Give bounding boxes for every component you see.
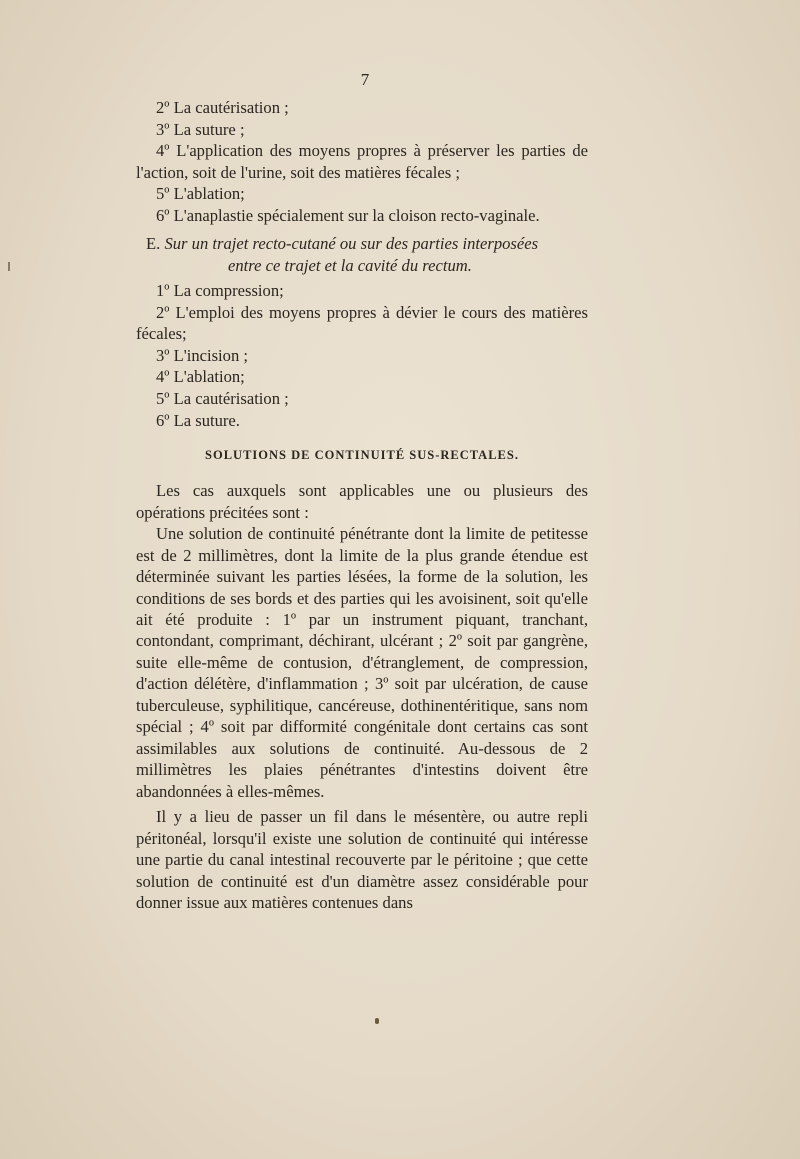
page-number: 7 bbox=[360, 70, 370, 89]
section-heading: SOLUTIONS DE CONTINUITÉ SUS-RECTALES. bbox=[205, 448, 519, 462]
list-item: 4º L'application des moyens propres à préserver les parties de l'action, soit de l'urine, soit des matières fécales ; bbox=[136, 141, 588, 182]
list-item: 5º L'ablation; bbox=[156, 184, 245, 204]
list-item: 1º La compression; bbox=[156, 281, 284, 300]
list-item: 3º La suture ; bbox=[156, 119, 245, 139]
body-text bbox=[136, 480, 588, 914]
list-item: 6º La suture. bbox=[156, 410, 240, 430]
section-e-title-line2: entre ce trajet et la cavité du rectum. bbox=[228, 255, 472, 275]
list-e bbox=[136, 280, 588, 431]
list-item: 5º La cautérisation ; bbox=[156, 388, 289, 408]
list-item: 4º L'ablation; bbox=[156, 367, 245, 387]
list-item: 3º L'incision ; bbox=[156, 345, 249, 365]
section-e-title-line1: Sur un trajet recto-cutané ou sur des parties interposées bbox=[164, 234, 539, 253]
margin-mark bbox=[8, 262, 10, 271]
ink-dot bbox=[375, 1018, 379, 1024]
list-item: 2º La cautérisation ; bbox=[156, 98, 289, 117]
list-d bbox=[136, 97, 588, 227]
paragraph: Les cas auxquels sont applicables une ou plusieurs des opérations précitées sont : bbox=[136, 481, 588, 522]
paragraph: Une solution de continuité pénétrante dont la limite de petitesse est de 2 millimètres, dont la limite de la plus grande étendue est déterminée suivant les parties lésées, la forme de la solution, les conditions de ses bords et des parties qui les avoisinent, soit qu'elle ait été produite : 1º par un instrument piquant, tranchant, contondant, comprimant, déchirant, ulcérant ; 2º soit par gangrène, suite elle-même de contusion, d'étranglement, de compression, d'action délétère, d'inflammation ; 3º soit par ulcération, de cause tuberculeuse, syphilitique, cancéreuse, dothinentéritique, sans nom spécial ; 4º soit par difformité congénitale dont certains cas sont assimilables aux solutions de continuité. Au-dessous de 2 millimètres les plaies pénétrantes d'intestins doivent être abandonnées à elles-mêmes. bbox=[136, 524, 588, 801]
list-item: 2º L'emploi des moyens propres à dévier le cours des matières fécales; bbox=[136, 302, 588, 344]
paragraph: Il y a lieu de passer un fil dans le mésentère, ou autre repli péritonéal, lorsqu'il existe une solution de continuité qui intéresse une partie du canal intestinal recouverte par le péritoine ; que cette solution de continuité est d'un diamètre assez considérable pour donner issue aux matières contenues dans bbox=[136, 807, 588, 913]
section-e-heading bbox=[136, 233, 588, 276]
section-heading-block bbox=[136, 445, 588, 467]
list-item: 6º L'anaplastie spécialement sur la cloison recto-vaginale. bbox=[156, 205, 540, 225]
section-e-letter: E. bbox=[146, 234, 161, 253]
